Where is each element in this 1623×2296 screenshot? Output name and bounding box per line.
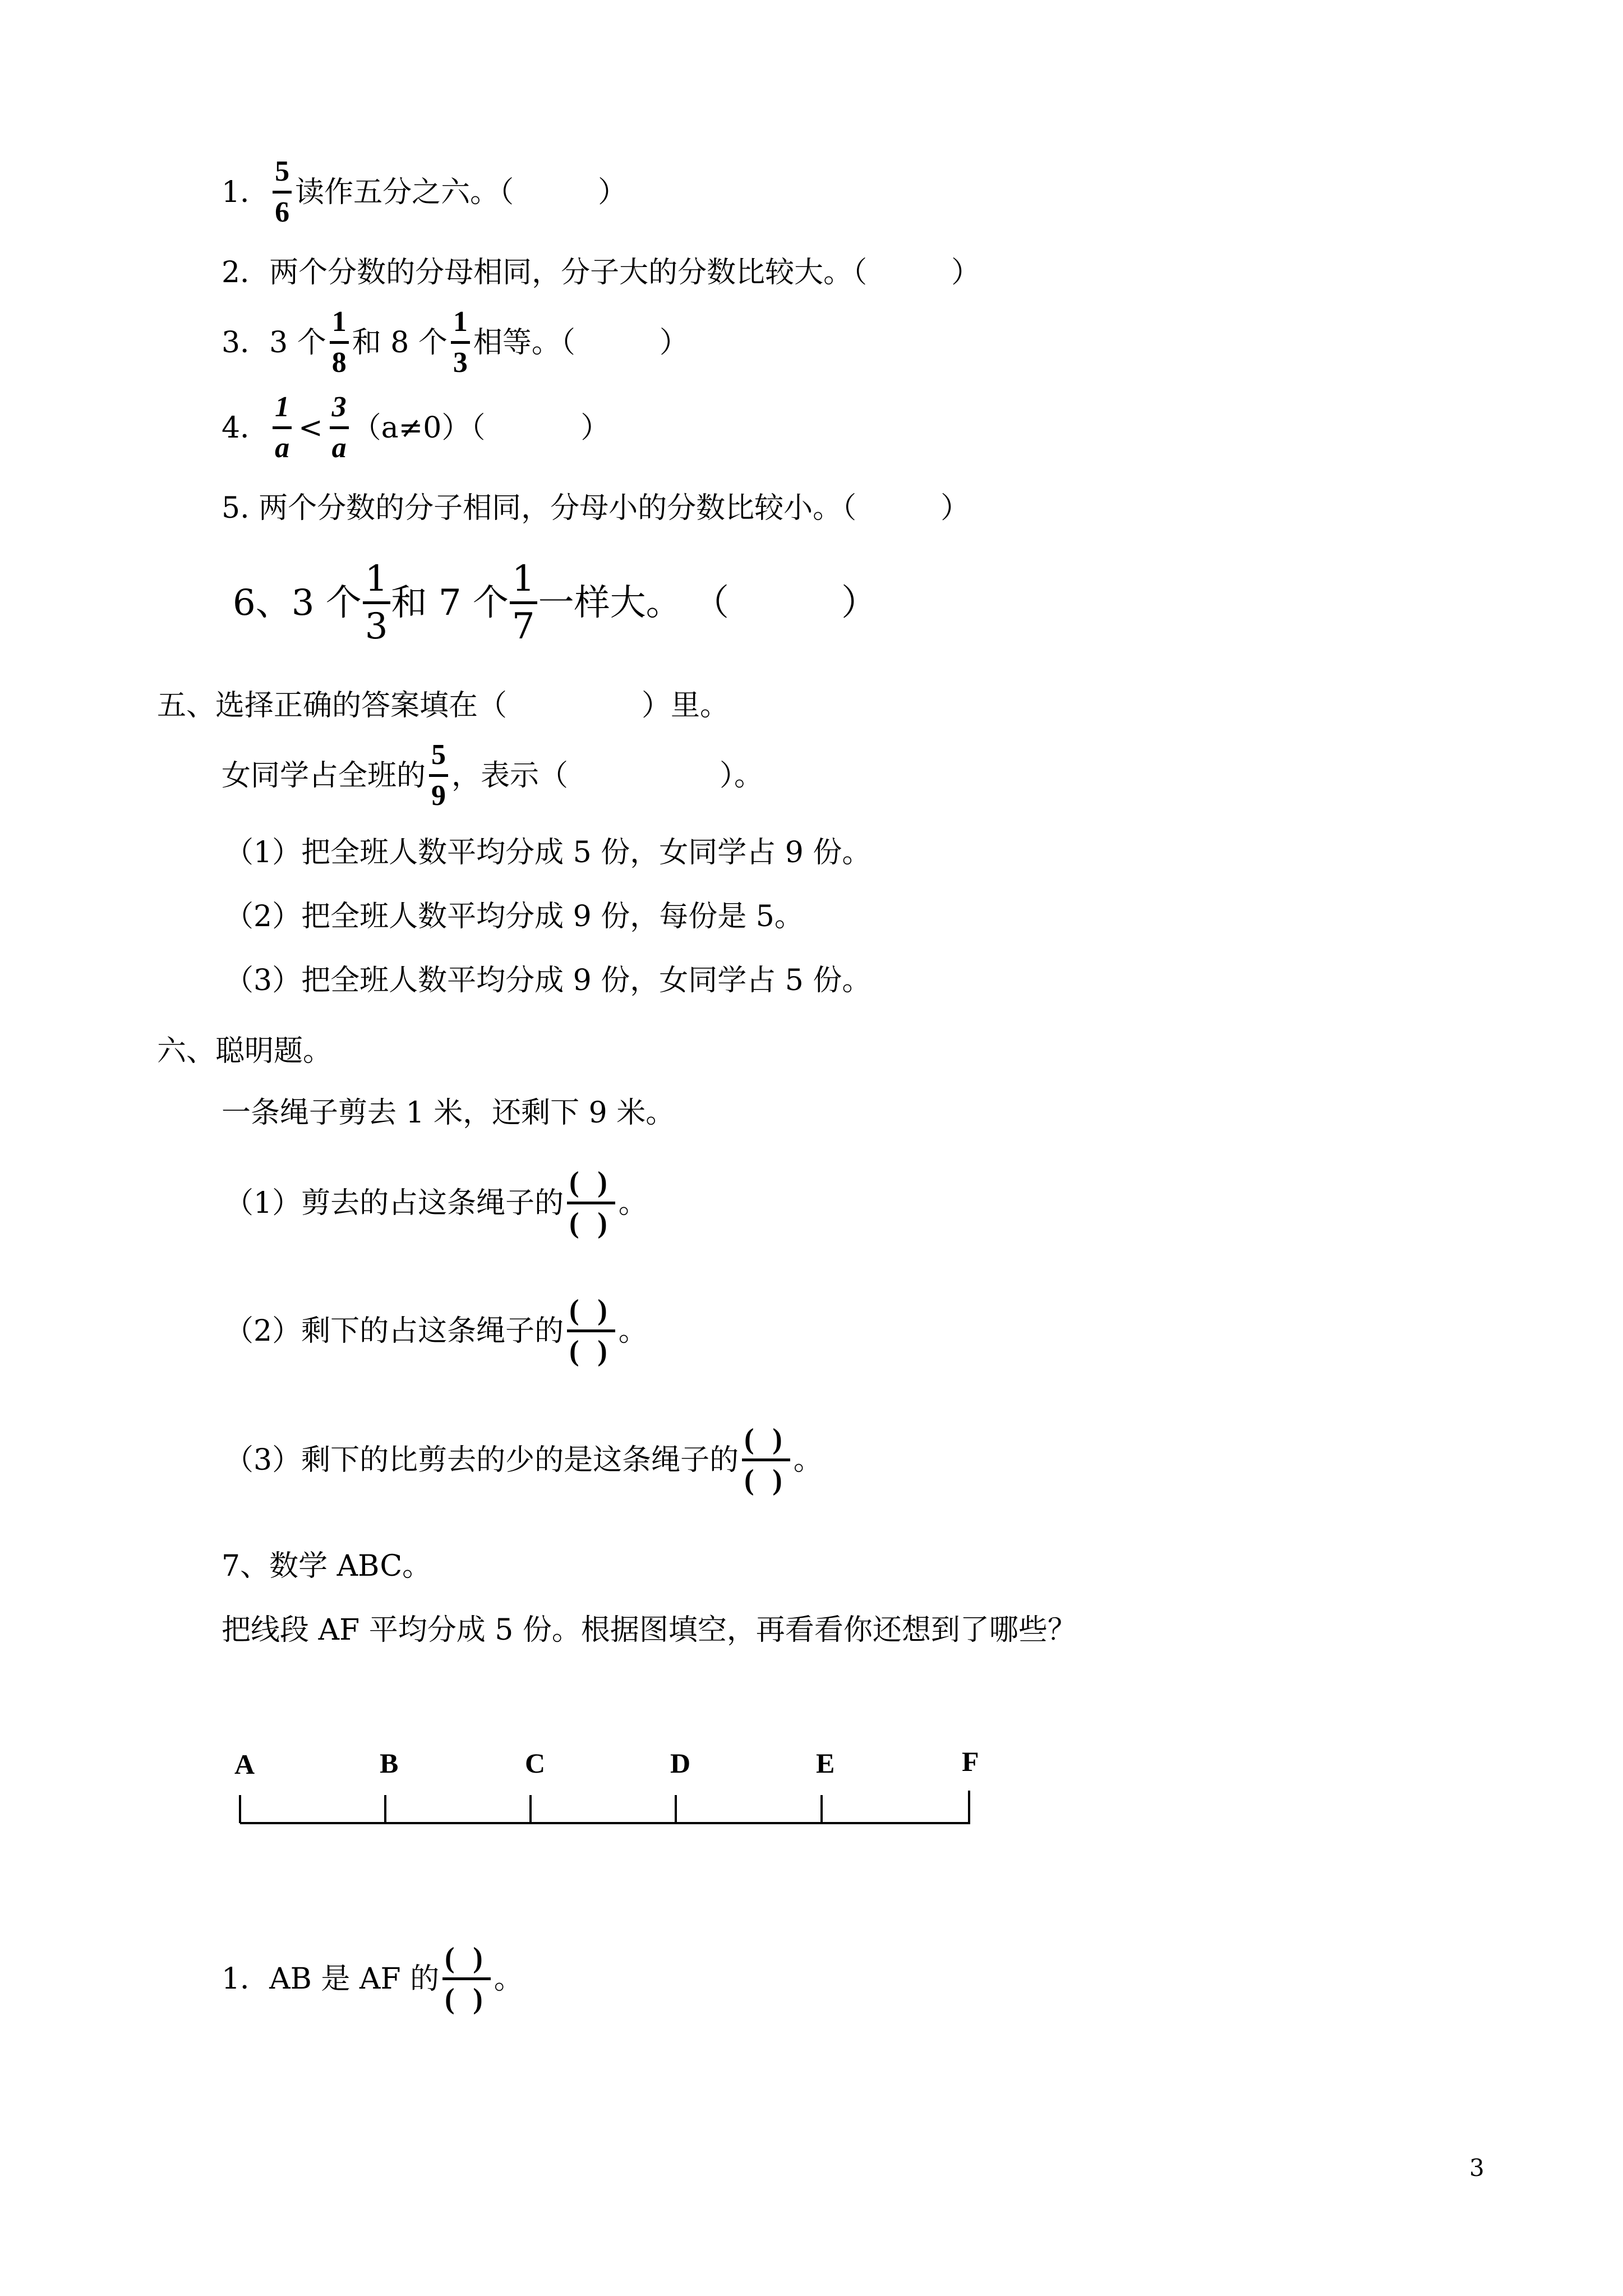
q5-text: 5. 两个分数的分子相同，分母小的分数比较小。（: [222, 491, 857, 525]
point-label-c: C: [525, 1747, 546, 1779]
section5-stem: [222, 740, 763, 811]
fraction-3-a: [330, 393, 349, 463]
point-label-a: A: [234, 1749, 255, 1780]
section7-q1: [222, 1944, 523, 2014]
section6-q1: [224, 1168, 648, 1238]
q-text: （2）剩下的占这条绳子的: [224, 1314, 564, 1348]
section6-heading-text: 六、聪明题。: [157, 1034, 333, 1068]
judge-q5: [222, 491, 970, 525]
q4-close: ）: [580, 411, 610, 445]
stem-text-1: 女同学占全班的: [222, 758, 426, 793]
less-than-sign: <: [298, 411, 323, 445]
frac-numerator: 1: [331, 306, 347, 338]
q3-text-1: 3．3 个: [222, 325, 326, 360]
point-label-e: E: [816, 1747, 835, 1779]
blank-fraction[interactable]: [567, 1168, 615, 1238]
q1-index: 1．: [222, 175, 270, 209]
blank-fraction[interactable]: [567, 1296, 615, 1366]
frac-numerator: ( ): [569, 1294, 613, 1326]
section7-heading-text: 7、数学 ABC。: [222, 1549, 432, 1583]
period: 。: [618, 1314, 648, 1348]
section6-q3: [224, 1425, 823, 1495]
fraction-1-3: [451, 307, 470, 378]
frac-numerator: 5: [275, 155, 290, 187]
page-number: 3: [1469, 2154, 1484, 2182]
judge-q3: [222, 307, 689, 378]
section5-heading-end: ）里。: [642, 689, 730, 723]
q1-close: ）: [598, 175, 628, 209]
blank-fraction[interactable]: [442, 1944, 491, 2014]
frac-denominator: 8: [330, 341, 349, 378]
option-2[interactable]: [224, 902, 804, 931]
point-label-f: F: [962, 1746, 979, 1777]
q3-text-2: 和 8 个: [352, 325, 448, 360]
point-label-b: B: [380, 1747, 399, 1779]
fraction-1-8: [330, 307, 349, 378]
frac-numerator: 3: [331, 391, 347, 423]
period: 。: [793, 1443, 823, 1477]
section6-q2: [224, 1296, 648, 1366]
q6-close: ）: [841, 582, 877, 624]
fraction-1-7: [510, 558, 537, 647]
judge-q6: [233, 558, 877, 647]
option-3[interactable]: [224, 966, 871, 995]
frac-denominator: a: [273, 426, 292, 463]
frac-numerator: ( ): [445, 1942, 488, 1974]
q4-text: （a≠0）（: [352, 411, 486, 445]
frac-denominator: ( ): [742, 1458, 790, 1495]
frac-denominator: ( ): [567, 1202, 615, 1238]
q3-text-3: 相等。（: [473, 325, 575, 360]
q-text: （3）剩下的比剪去的少的是这条绳子的: [224, 1443, 739, 1477]
q-text: 1．AB 是 AF 的: [222, 1962, 440, 1996]
frac-numerator: 1: [365, 558, 388, 600]
option-1[interactable]: [224, 838, 871, 867]
blank-fraction[interactable]: [742, 1425, 790, 1495]
frac-denominator: 3: [451, 341, 470, 378]
section7-heading: [222, 1549, 432, 1583]
section7-stem: [222, 1613, 1077, 1647]
section5-heading: [157, 689, 730, 723]
frac-denominator: 7: [510, 601, 537, 645]
frac-denominator: 9: [429, 774, 448, 811]
frac-denominator: ( ): [442, 1977, 491, 2014]
option-text: （1）把全班人数平均分成 5 份，女同学占 9 份。: [224, 836, 872, 869]
q-text: （1）剪去的占这条绳子的: [224, 1186, 564, 1220]
period: 。: [618, 1186, 648, 1220]
fraction-1-a: [273, 393, 292, 463]
option-text: （3）把全班人数平均分成 9 份，女同学占 5 份。: [224, 964, 872, 997]
fraction-1-3: [363, 558, 390, 647]
judge-q4: [222, 393, 610, 463]
frac-denominator: 6: [273, 191, 292, 227]
frac-denominator: ( ): [567, 1329, 615, 1366]
judge-q2: [222, 258, 980, 287]
point-label-d: D: [670, 1747, 691, 1779]
q2-close: ）: [951, 256, 981, 289]
line-segment-af: [230, 1784, 981, 1834]
frac-numerator: 5: [431, 739, 446, 771]
option-text: （2）把全班人数平均分成 9 份，每份是 5。: [224, 900, 804, 933]
q6-text-3: 一样大。 （: [538, 582, 729, 624]
q6-text-1: 6、3 个: [233, 582, 362, 624]
section6-stem: [222, 1098, 675, 1128]
frac-numerator: 1: [275, 391, 290, 423]
stem-text-2: ，表示（: [451, 758, 569, 793]
frac-numerator: 1: [511, 558, 535, 600]
q3-close: ）: [659, 325, 689, 360]
frac-numerator: ( ): [744, 1423, 788, 1455]
period: 。: [494, 1962, 523, 1996]
fraction-5-9: [429, 740, 448, 811]
q1-text: 读作五分之六。（: [295, 175, 514, 209]
q4-index: 4．: [222, 411, 270, 445]
frac-numerator: 1: [453, 306, 468, 338]
q2-text: 2．两个分数的分母相同，分子大的分数比较大。（: [222, 256, 868, 289]
section7-stem-text: 把线段 AF 平均分成 5 份。根据图填空，再看看你还想到了哪些？: [222, 1613, 1077, 1647]
frac-numerator: ( ): [569, 1166, 613, 1198]
section6-stem-text: 一条绳子剪去 1 米，还剩下 9 米。: [222, 1096, 675, 1130]
judge-q1: [222, 157, 627, 227]
frac-denominator: 3: [363, 601, 390, 645]
q6-text-2: 和 7 个: [391, 582, 509, 624]
section5-heading-text: 五、选择正确的答案填在（: [157, 689, 508, 723]
q5-close: ）: [940, 491, 970, 525]
stem-text-end: ）。: [720, 758, 764, 793]
section6-heading: [157, 1034, 333, 1068]
frac-denominator: a: [330, 426, 349, 463]
fraction-5-6: [273, 157, 292, 227]
